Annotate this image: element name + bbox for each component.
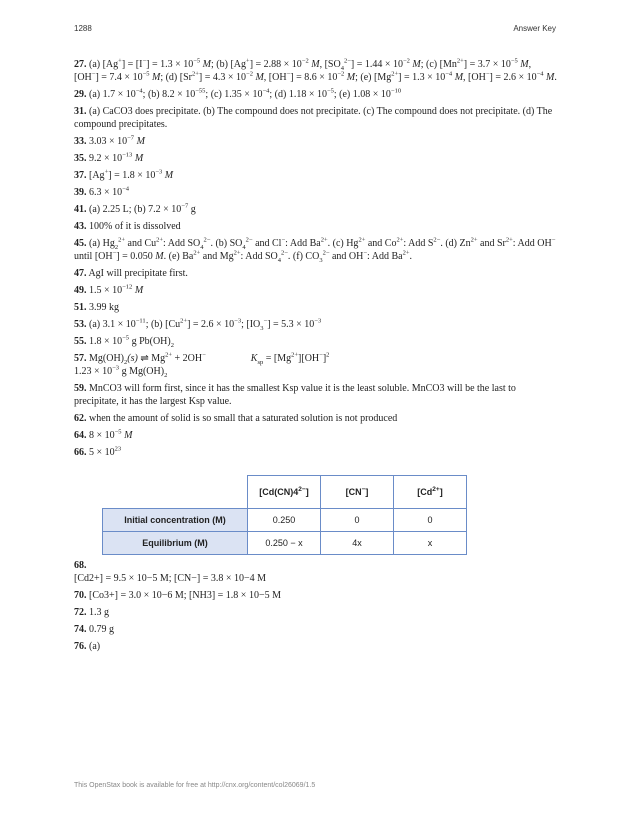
table-cell: 0.250 <box>248 509 321 532</box>
answer-number: 76. <box>74 641 87 652</box>
answer-text: (a) 1.7 × 10 <box>89 89 136 100</box>
answer-62: 62. when the amount of solid is so small that a saturated solution is not produced <box>74 413 398 424</box>
answer-number: 37. <box>74 170 87 181</box>
column-header-cadmium: $[Cd^{2+}]$ <box>394 476 467 509</box>
answer-number: 66. <box>74 447 87 458</box>
answer-key-content <box>74 58 558 657</box>
answer-72: 72. 1.3 g <box>74 607 109 618</box>
ksp-expression: $K_{sp} = [Mg^{2+}][OH^-]^2$ <box>250 351 330 366</box>
answer-number: 43. <box>74 221 87 232</box>
answer-number: 33. <box>74 136 87 147</box>
answer-39: 39. $6.3 \times 10^{-4}$ <box>74 185 130 198</box>
answer-57: 57. $Mg(OH)_2(s)$ ⇌ $Mg^{2+} + 2OH^-$ $K_{sp} = [Mg^{2+}][OH^-]^2$ $1.23 \times 10^{-3}$ g $Mg(OH)_2$ <box>74 351 330 379</box>
answer-59: 59. MnCO3 will form first, since it has the smallest Ksp value it is the least soluble. MnCO3 will be the last to precipitate, it has the largest Ksp value. <box>74 383 516 407</box>
table-cell: x <box>394 532 467 555</box>
answer-number: 68. <box>74 560 87 571</box>
answer-66: 66. $5 \times 10^{23}$ <box>74 445 122 458</box>
answer-number: 51. <box>74 302 87 313</box>
answer-76: 76. (a) <box>74 641 101 652</box>
answer-number: 29. <box>74 89 87 100</box>
answer-number: 57. <box>74 353 87 364</box>
answer-number: 31. <box>74 106 87 117</box>
answer-text: (a) CaCO3 does precipitate. (b) The compound does not precipitate. (c) The compound does not precipitate. (d) The compound precipitates. <box>74 106 553 130</box>
answer-number: 49. <box>74 285 87 296</box>
section-title: Answer Key <box>513 24 556 33</box>
answer-64: 64. $8 \times 10^{-5}$ M <box>74 428 133 441</box>
answer-35: 35. $9.2 \times 10^{-13}$ M <box>74 151 144 164</box>
answer-text: [Co3+] = 3.0 × 10−6 M; [NH3] = 1.8 × 10−5 M <box>89 590 281 601</box>
answer-47: 47. AgI will precipitate first. <box>74 268 188 279</box>
answer-49: 49. $1.5 \times 10^{-12}$ M <box>74 283 144 296</box>
table-row <box>103 532 467 555</box>
answer-number: 74. <box>74 624 87 635</box>
answer-number: 47. <box>74 268 87 279</box>
answer-text: [Cd2+] = 9.5 × 10−5 M; [CN−] = 3.8 × 10−4 M <box>74 573 267 584</box>
table-cell: 0.250 − x <box>248 532 321 555</box>
answer-53: 53. (a) $3.1 \times 10^{-11}$; (b) $[Cu^{2+}] = 2.6 \times 10^{-3}$; $[IO_3^-] = 5.3 \times 10^{-3}$ <box>74 317 322 332</box>
answer-45: 45. (a) $Hg_2^{2+}$ and $Cu^{2+}$: Add $SO_4^{2-}$. (b) $SO_4^{2-}$ and Cl−: Add $Ba^{2+}$. (c) $Hg^{2+}$ and $Co^{2+}$: Add $S^{2-}$. (d) $Zn^{2+}$ and $Sr^{2+}$: Add OH− until [OH−] = 0.050 M. (e) $Ba^{2+}$ and $Mg^{2+}$: Add $SO_4^{2-}$. (f) $CO_3^{2-}$ and OH−: Add $Ba^{2+}$. <box>74 236 556 264</box>
answer-31 <box>74 105 558 131</box>
column-header-cyanide: [CN−] <box>321 476 394 509</box>
answer-29: 29. (a) $1.7 \times 10^{-4}$; (b) $8.2 \times 10^{-55}$; (c) $1.35 \times 10^{-4}$; (d) $1.18 \times 10^{-5}$; (e) $1.08 \times 10^{-10}$ <box>74 87 402 100</box>
answer-number: 72. <box>74 607 87 618</box>
answer-27: 27. (a) $[Ag^+] = [I^-] = 1.3 \times 10^{-5}$ M; (b) $[Ag^+] = 2.88 \times 10^{-2}$ M, $[SO_4^{2-}] = 1.44 \times 10^{-2}$ M; (c) $[Mn^{2+}] = 3.7 \times 10^{-5}$ M, $[OH^-] = 7.4 \times 10^{-5}$ M; (d) $[Sr^{2+}] = 4.3 \times 10^{-2}$ M, $[OH^-] = 8.6 \times 10^{-2}$ M; (e) $[Mg^{2+}] = 1.3 \times 10^{-4}$ M, $[OH^-] = 2.6 \times 10^{-4}$ M. <box>74 57 557 83</box>
table-row <box>103 509 467 532</box>
answer-37: 37. $[Ag^+] = 1.8 \times 10^{-3}$ M <box>74 168 174 181</box>
answer-number: 53. <box>74 319 87 330</box>
equilibrium-table <box>102 475 467 555</box>
answer-33: 33. $3.03 \times 10^{-7}$ M <box>74 134 145 147</box>
answer-41: 41. (a) 2.25 L; (b) $7.2 \times 10^{-7}$ g <box>74 202 196 215</box>
answer-70 <box>74 589 558 602</box>
column-header-complex: $[Cd(CN)4^{2-}]$ <box>248 476 321 509</box>
page-number: 1288 <box>74 24 92 33</box>
table-cell: 0 <box>394 509 467 532</box>
answer-number: 59. <box>74 383 87 394</box>
answer-51: 51. 3.99 kg <box>74 302 119 313</box>
dissolution-equation: $Mg(OH)_2(s)$ ⇌ $Mg^{2+} + 2OH^-$ <box>89 351 206 366</box>
table-cell: 4x <box>321 532 394 555</box>
answer-number: 35. <box>74 153 87 164</box>
answer-68 <box>74 559 558 585</box>
answer-number: 62. <box>74 413 87 424</box>
answer-number: 55. <box>74 336 87 347</box>
row-label: Initial concentration (M) <box>103 509 248 532</box>
answer-number: 27. <box>74 59 87 70</box>
answer-43: 43. 100% of it is dissolved <box>74 221 181 232</box>
answer-55: 55. $1.8 \times 10^{-5}$ g $Pb(OH)_2$ <box>74 334 174 349</box>
answer-number: 70. <box>74 590 87 601</box>
answer-number: 64. <box>74 430 87 441</box>
row-label: Equilibrium (M) <box>103 532 248 555</box>
answer-number: 45. <box>74 238 87 249</box>
answer-number: 39. <box>74 187 87 198</box>
page-footer: This OpenStax book is available for free at http://cnx.org/content/col26069/1.5 <box>74 782 316 789</box>
answer-number: 41. <box>74 204 87 215</box>
table-cell: 0 <box>321 509 394 532</box>
answer-74: 74. 0.79 g <box>74 624 114 635</box>
